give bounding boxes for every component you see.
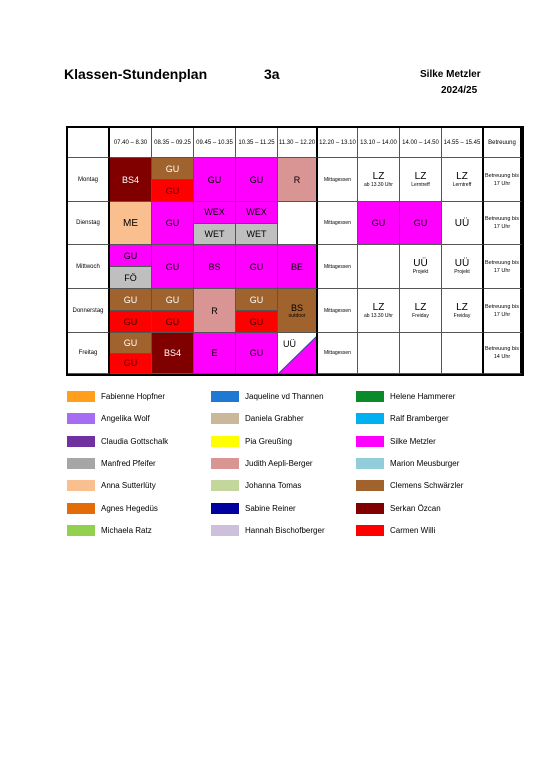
lesson xyxy=(152,289,194,311)
legend-item xyxy=(356,458,459,469)
lesson-label: UÜ xyxy=(413,258,428,269)
legend-label: Jaqueline vd Thannen xyxy=(245,392,324,401)
time-header xyxy=(400,128,442,158)
lesson xyxy=(278,158,318,202)
legend-item xyxy=(356,525,435,536)
lesson xyxy=(152,333,194,374)
lesson xyxy=(110,289,152,311)
lesson xyxy=(400,245,442,289)
lesson xyxy=(194,202,236,224)
legend-swatch xyxy=(356,480,384,491)
lesson-label: GU xyxy=(165,294,180,305)
legend-swatch xyxy=(67,413,95,424)
time-header-label: 14.55 – 15.45 xyxy=(443,139,481,146)
lesson-label: GU xyxy=(123,358,138,369)
time-header-label: 13.10 – 14.00 xyxy=(360,139,397,146)
legend-item xyxy=(211,458,313,469)
lesson xyxy=(152,311,194,333)
legend-swatch xyxy=(211,480,239,491)
lesson-label: GU xyxy=(123,250,138,261)
legend-item xyxy=(211,525,325,536)
legend-label: Fabienne Hopfner xyxy=(101,392,166,401)
lesson xyxy=(110,354,152,375)
legend-label: Marion Meusburger xyxy=(390,458,460,468)
lesson xyxy=(358,158,400,202)
lesson xyxy=(236,158,278,202)
lesson xyxy=(110,267,152,289)
lesson-note: Projekt xyxy=(454,269,470,275)
legend-swatch xyxy=(67,525,95,536)
legend-swatch xyxy=(356,503,384,514)
lesson-label: LZ xyxy=(456,302,468,313)
betreuung xyxy=(484,333,522,374)
lesson xyxy=(358,289,400,333)
lesson-label: GU xyxy=(249,261,264,272)
legend-swatch xyxy=(356,413,384,424)
day-label xyxy=(68,158,110,202)
legend-item xyxy=(356,503,441,514)
timetable-grid xyxy=(66,126,524,376)
day-label xyxy=(68,245,110,289)
lesson-label: FÖ xyxy=(124,272,137,283)
legend-swatch xyxy=(67,480,95,491)
lesson-label: GU xyxy=(207,174,222,185)
empty-cell xyxy=(358,333,400,374)
legend-label: Agnes Hegedüs xyxy=(101,503,158,513)
legend-swatch xyxy=(356,525,384,536)
lesson xyxy=(278,289,318,333)
legend-item xyxy=(211,391,324,402)
betreuung xyxy=(484,158,522,202)
time-header xyxy=(358,128,400,158)
betreuung-label: Betreuung bis 14 Uhr xyxy=(485,346,519,360)
time-header-label: 08.35 – 09.25 xyxy=(154,139,191,146)
legend-item xyxy=(67,503,158,514)
legend-swatch xyxy=(211,525,239,536)
lesson-label: BS xyxy=(208,261,221,272)
lesson-label: WET xyxy=(246,228,267,239)
lesson-label: GU xyxy=(249,348,264,358)
lesson xyxy=(278,245,318,289)
lesson-label: GU xyxy=(123,294,138,305)
lesson-label: GU xyxy=(123,337,138,348)
lunch xyxy=(318,333,358,374)
lesson-note: Freiday xyxy=(453,313,471,319)
lesson-label: GU xyxy=(413,218,428,228)
day-label-label: Dienstag xyxy=(76,220,100,226)
lesson xyxy=(110,311,152,333)
legend-label: Pia Greußing xyxy=(245,436,293,446)
lesson xyxy=(442,289,484,333)
lesson-note: Freiday xyxy=(412,313,429,319)
lesson-label: BE xyxy=(290,261,303,272)
lesson-split xyxy=(278,333,318,374)
lesson-split-label: UÜ xyxy=(283,339,296,349)
lesson xyxy=(194,158,236,202)
lesson-label: GU xyxy=(249,174,264,185)
lesson xyxy=(400,289,442,333)
legend-label: Johanna Tomas xyxy=(245,481,302,491)
day-label xyxy=(68,333,110,374)
lesson-label: E xyxy=(211,348,218,358)
lunch xyxy=(318,158,358,202)
betreuung xyxy=(484,202,522,245)
lesson-note: outdoor xyxy=(288,312,306,319)
legend-label: Manfred Pfeifer xyxy=(101,458,156,468)
lesson-label: GU xyxy=(165,163,180,174)
lunch-label: Mittagessen xyxy=(324,307,351,314)
betreuung-label: Betreuung bis 17 Uhr xyxy=(485,172,519,187)
lesson xyxy=(152,202,194,245)
lesson xyxy=(236,224,278,246)
time-header-label: 07.40 – 8.30 xyxy=(113,139,148,146)
page-title: Klassen-Stundenplan xyxy=(64,66,208,82)
lesson-label: GU xyxy=(165,261,180,272)
legend-item xyxy=(67,525,152,536)
lesson-label: UÜ xyxy=(454,258,470,269)
lesson-label: R xyxy=(293,174,301,185)
legend-swatch xyxy=(67,436,95,447)
lesson-label: GU xyxy=(123,316,138,327)
time-header xyxy=(442,128,484,158)
lesson-label: GU xyxy=(249,316,264,327)
lesson-label: R xyxy=(211,305,218,316)
betreuung xyxy=(484,245,522,289)
lesson-label: WEX xyxy=(204,207,225,218)
lesson xyxy=(236,289,278,311)
legend-label: Angelika Wolf xyxy=(101,414,150,424)
lesson-label: ME xyxy=(123,217,138,229)
legend-swatch xyxy=(356,458,384,469)
time-header xyxy=(318,128,358,158)
time-header-label: 10.35 – 11.25 xyxy=(238,139,275,146)
legend-swatch xyxy=(211,413,239,424)
time-header-label: 14.00 – 14.50 xyxy=(402,139,439,146)
day-label xyxy=(68,289,110,333)
lesson-label: BS4 xyxy=(121,174,139,185)
day-label-label: Freitag xyxy=(78,350,98,356)
time-header xyxy=(194,128,236,158)
legend-swatch xyxy=(356,391,384,402)
lunch-label: Mittagessen xyxy=(324,176,351,183)
time-header xyxy=(152,128,194,158)
lesson-label: GU xyxy=(165,185,180,196)
legend-label: Claudia Gottschalk xyxy=(101,436,169,446)
lesson-label: GU xyxy=(371,218,386,228)
lunch xyxy=(318,245,358,289)
lesson xyxy=(236,333,278,374)
lesson xyxy=(152,158,194,180)
day-label-label: Mittwoch xyxy=(76,263,100,270)
betreuung-label: Betreuung bis 17 Uhr xyxy=(485,259,519,274)
school-year: 2024/25 xyxy=(441,85,478,96)
time-header xyxy=(278,128,318,158)
legend-swatch xyxy=(356,436,384,447)
legend-item xyxy=(211,436,292,447)
legend-swatch xyxy=(67,503,95,514)
time-header xyxy=(236,128,278,158)
legend-item xyxy=(211,503,296,514)
lesson xyxy=(194,333,236,374)
lesson xyxy=(236,245,278,289)
lesson-label: WEX xyxy=(246,207,267,218)
empty-cell xyxy=(278,202,318,245)
lesson xyxy=(152,180,194,202)
legend-label: Sabine Reiner xyxy=(245,503,296,513)
legend-swatch xyxy=(211,436,239,447)
legend-swatch xyxy=(67,458,95,469)
betreuung-label: Betreuung bis 17 Uhr xyxy=(485,303,519,318)
corner-cell xyxy=(68,128,110,158)
lesson xyxy=(236,202,278,224)
class-label: 3a xyxy=(264,66,280,82)
teacher-name: Silke Metzler xyxy=(420,69,481,80)
lesson-label: BS4 xyxy=(163,348,181,358)
lunch xyxy=(318,289,358,333)
lesson xyxy=(194,224,236,246)
lesson xyxy=(400,202,442,245)
betreuung xyxy=(484,289,522,333)
betreuung-header xyxy=(484,128,522,158)
lesson xyxy=(400,158,442,202)
legend-label: Anna Sutterlüty xyxy=(101,481,156,491)
legend-label: Helene Hammerer xyxy=(390,392,456,401)
legend-swatch xyxy=(211,503,239,514)
lesson-label: GU xyxy=(249,294,264,305)
lesson xyxy=(194,245,236,289)
day-label-label: Donnerstag xyxy=(72,307,104,314)
legend-label: Daniela Grabher xyxy=(245,414,304,424)
legend-item xyxy=(211,413,304,424)
legend-item xyxy=(356,391,455,402)
lesson xyxy=(442,202,484,245)
legend-swatch xyxy=(211,458,239,469)
lesson xyxy=(442,158,484,202)
lesson xyxy=(194,289,236,333)
time-header-label: 11.30 – 12.20 xyxy=(278,139,316,146)
legend-label: Hannah Bischofberger xyxy=(245,525,325,535)
time-header xyxy=(110,128,152,158)
lesson-label: GU xyxy=(165,218,180,228)
lesson xyxy=(236,311,278,333)
legend-label: Serkan Özcan xyxy=(390,503,441,513)
lunch-label: Mittagessen xyxy=(324,263,351,270)
empty-cell xyxy=(400,333,442,374)
lesson xyxy=(110,245,152,267)
legend-swatch xyxy=(67,391,95,402)
legend-label: Michaela Ratz xyxy=(101,525,152,535)
lesson-note: ab 13.30 Uhr xyxy=(364,313,393,319)
time-header-label: 12.20 – 13.10 xyxy=(319,139,356,146)
lunch xyxy=(318,202,358,245)
empty-cell xyxy=(442,333,484,374)
lesson-label: LZ xyxy=(414,302,427,313)
legend-label: Carmen Willi xyxy=(390,525,436,535)
lesson-label: LZ xyxy=(414,171,427,182)
legend-label: Ralf Bramberger xyxy=(390,414,449,424)
lesson-note: ab 13.30 Uhr xyxy=(364,182,393,188)
empty-cell xyxy=(358,245,400,289)
day-label-label: Montag xyxy=(77,176,98,183)
lunch-label: Mittagessen xyxy=(324,220,351,226)
lesson-note: Lerntreff xyxy=(452,182,472,188)
legend-label: Clemens Schwärzler xyxy=(390,481,464,491)
legend-label: Judith Aepli-Berger xyxy=(245,458,313,468)
lesson-label: GU xyxy=(165,316,180,327)
lesson xyxy=(358,202,400,245)
legend-item xyxy=(356,413,449,424)
lesson-label: BS xyxy=(290,302,303,313)
legend-item xyxy=(67,458,156,469)
lesson xyxy=(110,202,152,245)
betreuung-label: Betreuung bis 17 Uhr xyxy=(485,216,519,230)
lesson xyxy=(442,245,484,289)
lunch-label: Mittagessen xyxy=(324,350,351,356)
lesson-note: Projekt xyxy=(412,269,429,275)
day-label xyxy=(68,202,110,245)
lesson-label: LZ xyxy=(372,171,385,182)
betreuung-header-label: Betreuung xyxy=(488,139,516,146)
legend-item xyxy=(211,480,301,491)
legend-swatch xyxy=(211,391,239,402)
legend-item xyxy=(356,436,436,447)
lesson-label: LZ xyxy=(456,171,468,182)
time-header-label: 09.45 – 10.35 xyxy=(196,139,233,146)
legend-item xyxy=(67,436,168,447)
lesson xyxy=(110,158,152,202)
legend-item xyxy=(67,480,156,491)
lesson-label: LZ xyxy=(372,302,385,313)
legend-item xyxy=(67,391,165,402)
lesson-label: WET xyxy=(204,228,225,239)
lesson xyxy=(152,245,194,289)
legend-label: Silke Metzler xyxy=(390,436,436,446)
lesson-note: Lerntreff xyxy=(411,182,430,188)
legend-item xyxy=(356,480,463,491)
lesson xyxy=(110,333,152,354)
lesson-label: UÜ xyxy=(454,217,470,229)
legend-item xyxy=(67,413,150,424)
